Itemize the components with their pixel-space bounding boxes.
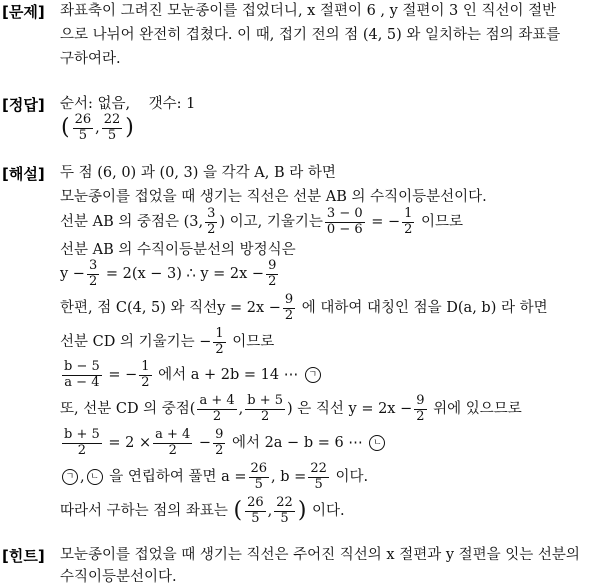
circled-label-1: ㄱ xyxy=(62,469,78,485)
answer-x-fraction: $\frac{26}{5}$ xyxy=(74,112,92,143)
solution-line-7: 선분 CD 의 기울기는 − $\frac{1}{2}$ 이므로 xyxy=(60,326,275,357)
problem-line-1: 좌표축이 그려진 모눈종이를 접었더니, x 절편이 6 , y 절편이 3 인 직선이 절반 xyxy=(60,3,557,19)
problem-line-3: 구하여라. xyxy=(60,51,121,67)
solution-line-1: 두 점 (6, 0) 과 (0, 3) 을 각각 A, B 라 하면 xyxy=(60,165,336,181)
hint-line-2: 수직이등분선이다. xyxy=(60,569,177,585)
solution-line-3: 선분 AB 의 중점은 (3, $\frac{3}{2}$ ) 이고, 기울기는 $\frac{3 - 0}{0 - 6}$ = − $\frac{1}{2}$ 이므로 xyxy=(60,206,464,237)
solution-line-8: $\frac{b - 5}{a - 4}$ = − $\frac{1}{2}$ 에서 a + 2b = 14 ⋯ ㄱ xyxy=(60,360,323,390)
answer-line-1: 순서: 없음, 갯수: 1 xyxy=(60,96,196,112)
solution-line-4: 선분 AB 의 수직이등분선의 방정식은 xyxy=(60,242,296,258)
circled-label-2: ㄴ xyxy=(369,435,385,451)
solution-line-5: y − $\frac{3}{2}$ = 2(x − 3) ∴ y = 2x − $\frac{9}{2}$ xyxy=(60,258,277,289)
answer-label: [정답] xyxy=(2,96,45,114)
hint-label: [힌트] xyxy=(2,547,45,565)
hint-line-1: 모눈종이를 접었을 때 생기는 직선은 주어진 직선의 x 절편과 y 절편을 잇는 선분의 xyxy=(60,547,580,563)
problem-label: [문제] xyxy=(2,3,45,21)
solution-label: [해설] xyxy=(2,165,45,183)
answer-coordinate: ( $\frac{26}{5}$ , $\frac{22}{5}$ ) xyxy=(61,112,134,143)
solution-line-12: 따라서 구하는 점의 좌표는 ( $\frac{26}{5}$ , $\frac{22}{5}$ ) 이다. xyxy=(60,495,345,526)
answer-y-fraction: $\frac{22}{5}$ xyxy=(103,112,121,143)
solution-line-10: $\frac{b + 5}{2}$ = 2 × $\frac{a + 4}{2}$ − $\frac{9}{2}$ 에서 2a − b = 6 ⋯ ㄴ xyxy=(60,428,387,458)
solution-line-9: 또, 선분 CD 의 중점( $\frac{a + 4}{2}$ , $\frac{b + 5}{2}$ ) 은 직선 y = 2x − $\frac{9}{2}$ 위에 있으므로 xyxy=(60,393,522,424)
circled-label-2: ㄴ xyxy=(87,469,103,485)
solution-line-11: ㄱ , ㄴ 을 연립하여 풀면 a = $\frac{26}{5}$ , b = $\frac{22}{5}$ 이다. xyxy=(60,462,368,492)
problem-line-2: 으로 나뉘어 완전히 겹쳤다. 이 때, 접기 전의 점 (4, 5) 와 일치하는 점의 좌표를 xyxy=(60,27,561,43)
solution-line-6: 한편, 점 C(4, 5) 와 직선y = 2x − $\frac{9}{2}$ 에 대하여 대칭인 점을 D(a, b) 라 하면 xyxy=(60,292,548,323)
solution-line-2: 모눈종이를 접었을 때 생기는 직선은 선분 AB 의 수직이등분선이다. xyxy=(60,189,487,205)
circled-label-1: ㄱ xyxy=(305,367,321,383)
